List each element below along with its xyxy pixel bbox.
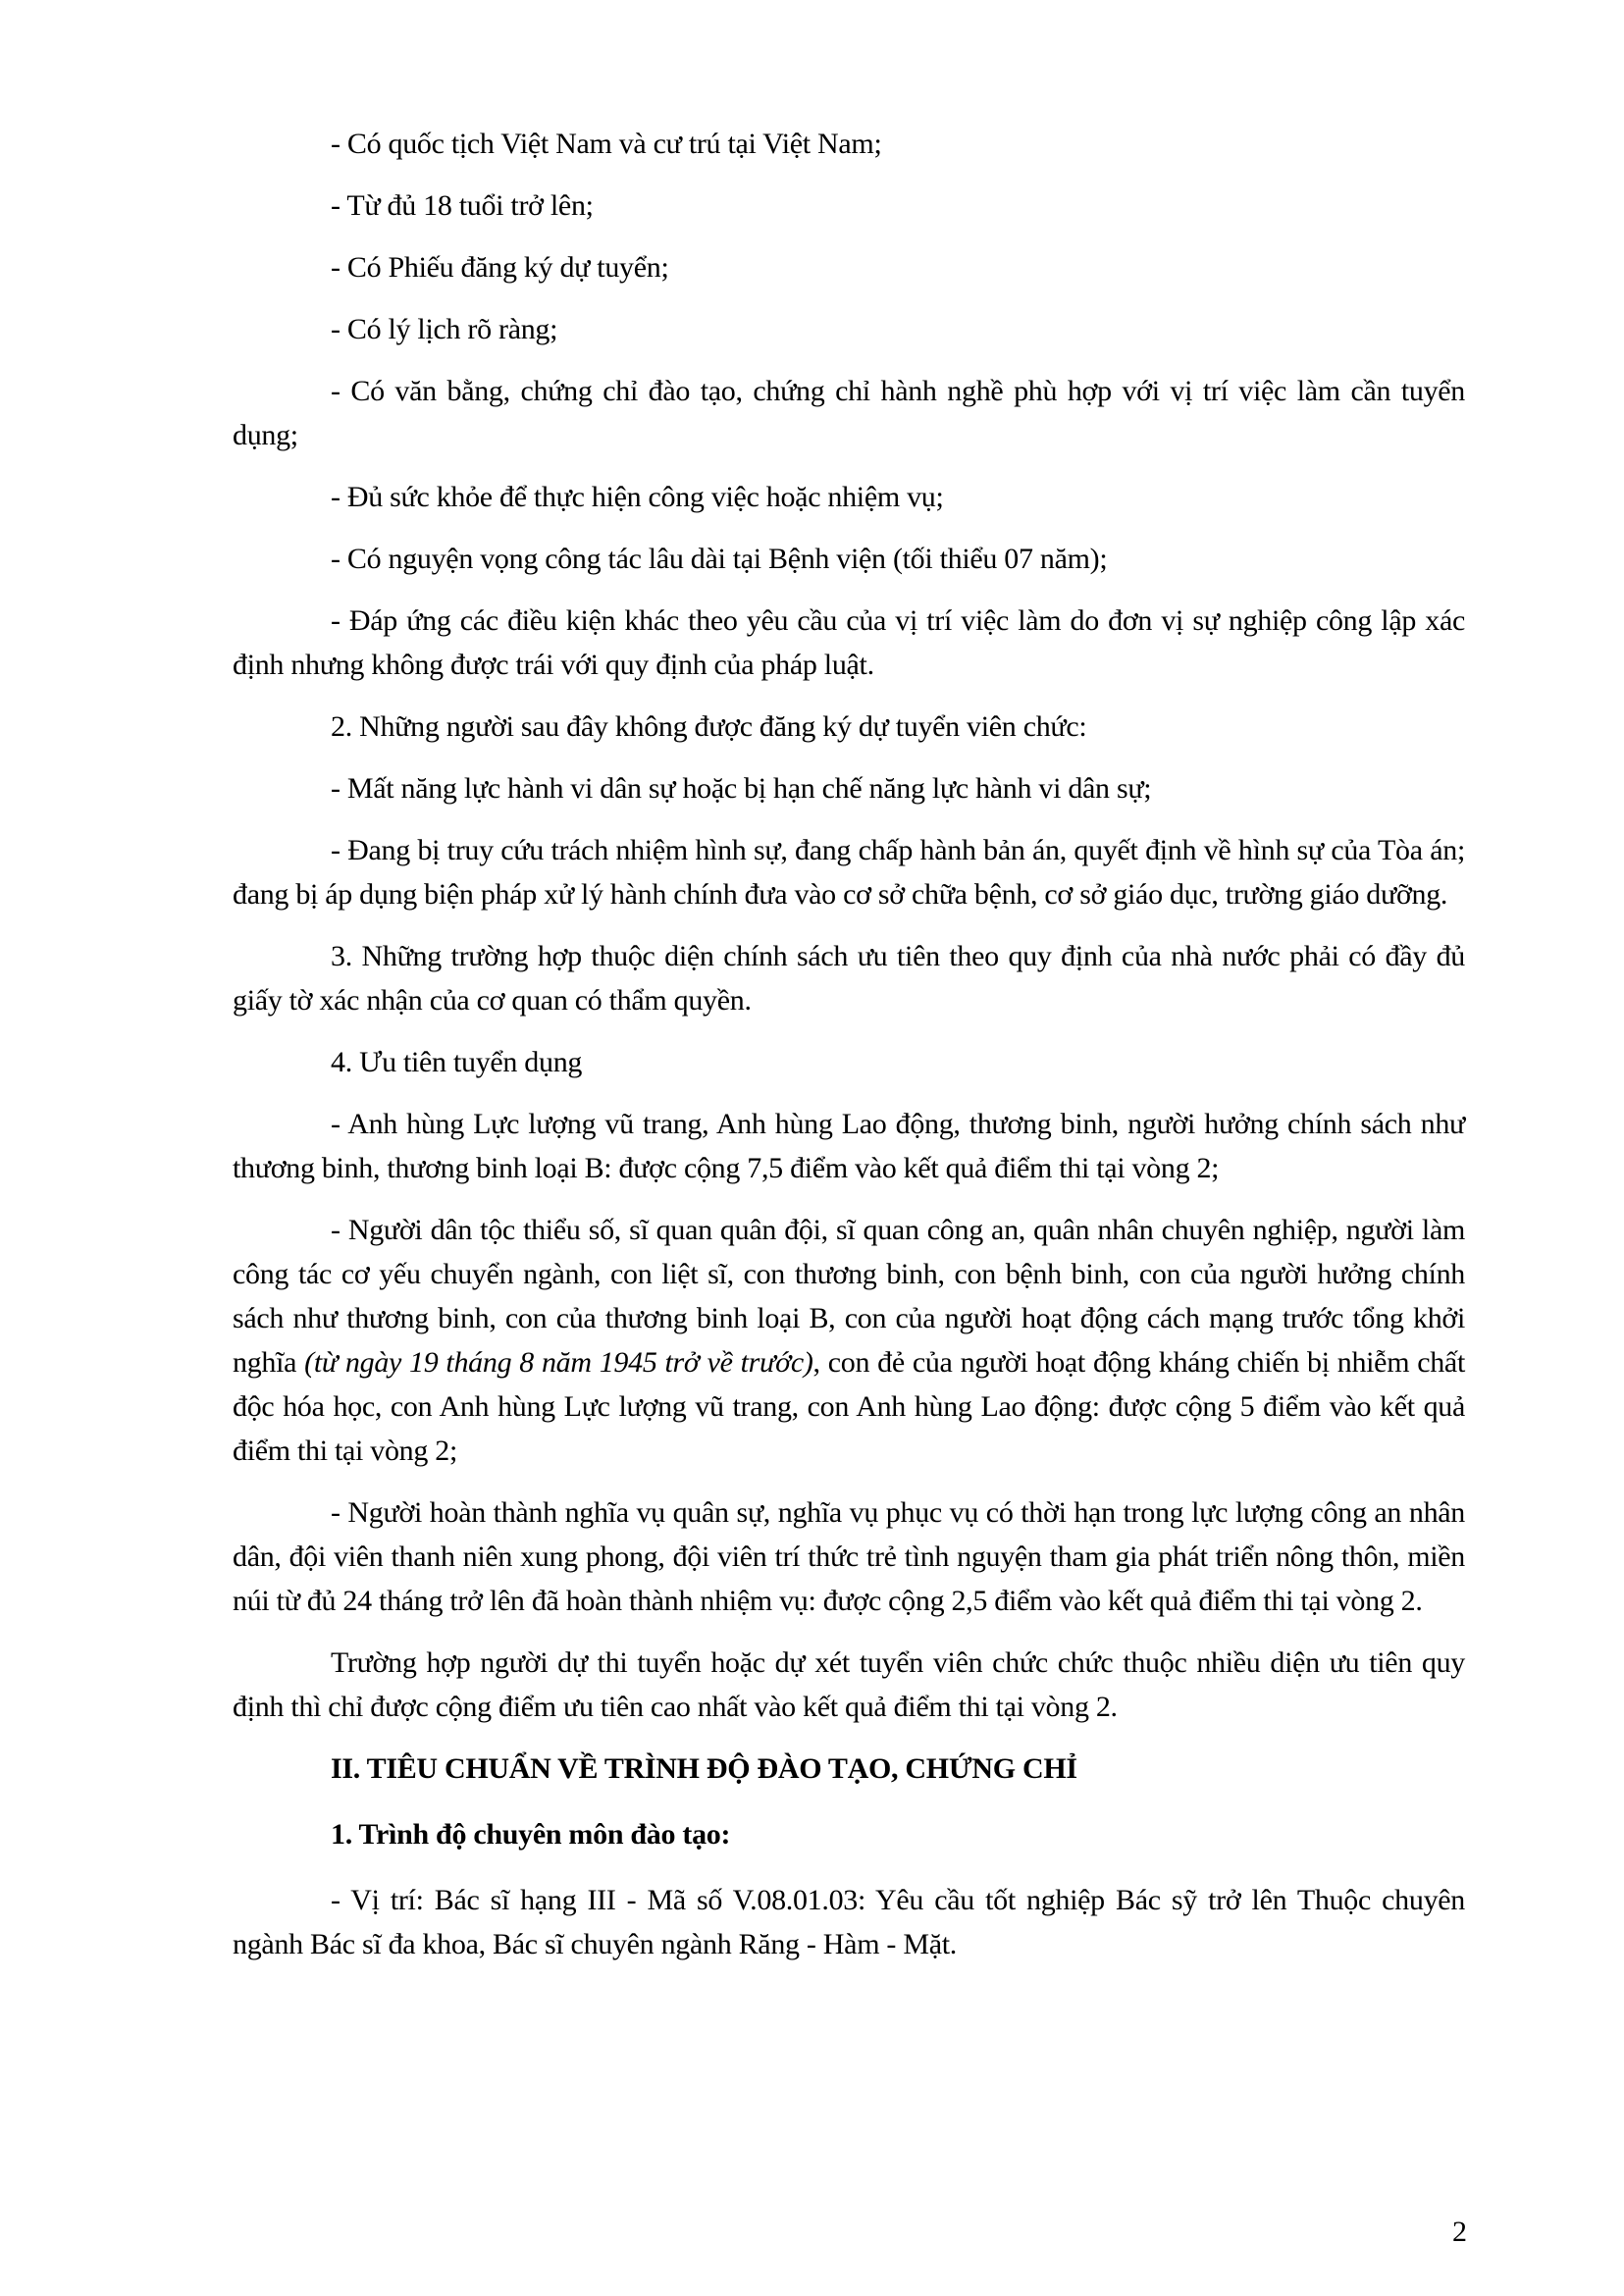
paragraph-criminal-proceedings: - Đang bị truy cứu trách nhiệm hình sự, đang chấp hành bản án, quyết định về hình sự của Tòa án; đang bị áp dụng biện pháp xử lý hành chính đưa vào cơ sở chữa bệnh, cơ sở giáo dục, trường giáo dưỡng. — [233, 834, 1465, 911]
paragraph-civil-capacity: - Mất năng lực hành vi dân sự hoặc bị hạn chế năng lực hành vi dân sự; — [331, 772, 1152, 805]
priority-5-text-before: - Người dân tộc thiểu số, sĩ quan quân đội, sĩ quan công an, quân nhân chuyên nghiệp, người làm công tác cơ yếu chuyển ngành, con liệt sĩ, con thương binh, con bệnh binh, con của người hưởng chính sách như thương binh, con của thương binh loại B, con của người hoạt động cách mạng trước tổng khởi nghĩa — [233, 1214, 1465, 1379]
paragraph-certificates: - Có văn bằng, chứng chỉ đào tạo, chứng chỉ hành nghề phù hợp với vị trí việc làm cần tuyển dụng; — [233, 375, 1465, 451]
paragraph-doctor-position: - Vị trí: Bác sĩ hạng III - Mã số V.08.01.03: Yêu cầu tốt nghiệp Bác sỹ trở lên Thuộc chuyên ngành Bác sĩ đa khoa, Bác sĩ chuyên ngành Răng - Hàm - Mặt. — [233, 1884, 1465, 1960]
paragraph-age: - Từ đủ 18 tuổi trở lên; — [331, 189, 594, 222]
document-page — [233, 122, 1465, 1984]
paragraph-health: - Đủ sức khỏe để thực hiện công việc hoặc nhiệm vụ; — [331, 481, 944, 513]
priority-5-date-note: (từ ngày 19 tháng 8 năm 1945 trở về trước) — [304, 1346, 813, 1379]
paragraph-ineligible-heading: 2. Những người sau đây không được đăng ký dự tuyển viên chức: — [331, 710, 1087, 743]
subsection-heading: 1. Trình độ chuyên môn đào tạo: — [331, 1818, 731, 1851]
paragraph-other-conditions: - Đáp ứng các điều kiện khác theo yêu cầu của vị trí việc làm do đơn vị sự nghiệp công lập xác định nhưng không được trái với quy định của pháp luật. — [233, 604, 1465, 681]
paragraph-nationality: - Có quốc tịch Việt Nam và cư trú tại Việt Nam; — [331, 128, 882, 160]
paragraph-registration-form: - Có Phiếu đăng ký dự tuyển; — [331, 251, 669, 284]
paragraph-priority-5 — [233, 1208, 1465, 1473]
paragraph-multiple-priorities: Trường hợp người dự thi tuyển hoặc dự xét tuyển viên chức chức thuộc nhiều diện ưu tiên quy định thì chỉ được cộng điểm ưu tiên cao nhất vào kết quả điểm thi tại vòng 2. — [233, 1646, 1465, 1723]
priority-5-text-after: , con đẻ của người hoạt động kháng chiến bị nhiễm chất độc hóa học, con Anh hùng Lực lượng vũ trang, con Anh hùng Lao động: được cộng 5 điểm vào kết quả điểm thi tại vòng 2; — [233, 1346, 1465, 1467]
paragraph-background: - Có lý lịch rõ ràng; — [331, 313, 558, 345]
paragraph-long-term-commitment: - Có nguyện vọng công tác lâu dài tại Bệnh viện (tối thiểu 07 năm); — [331, 543, 1108, 575]
page-number: 2 — [1452, 2216, 1467, 2248]
paragraph-priority-heading: 4. Ưu tiên tuyển dụng — [331, 1046, 583, 1078]
paragraph-priority-documents: 3. Những trường hợp thuộc diện chính sách ưu tiên theo quy định của nhà nước phải có đầy đủ giấy tờ xác nhận của cơ quan có thẩm quyền. — [233, 940, 1465, 1017]
paragraph-priority-7-5: - Anh hùng Lực lượng vũ trang, Anh hùng Lao động, thương binh, người hưởng chính sách như thương binh, thương binh loại B: được cộng 7,5 điểm vào kết quả điểm thi tại vòng 2; — [233, 1108, 1465, 1184]
section-heading: II. TIÊU CHUẨN VỀ TRÌNH ĐỘ ĐÀO TẠO, CHỨNG CHỈ — [331, 1752, 1077, 1785]
paragraph-priority-2-5: - Người hoàn thành nghĩa vụ quân sự, nghĩa vụ phục vụ có thời hạn trong lực lượng công an nhân dân, đội viên thanh niên xung phong, đội viên trí thức trẻ tình nguyện tham gia phát triển nông thôn, miền núi từ đủ 24 tháng trở lên đã hoàn thành nhiệm vụ: được cộng 2,5 điểm vào kết quả điểm thi tại vòng 2. — [233, 1496, 1465, 1617]
